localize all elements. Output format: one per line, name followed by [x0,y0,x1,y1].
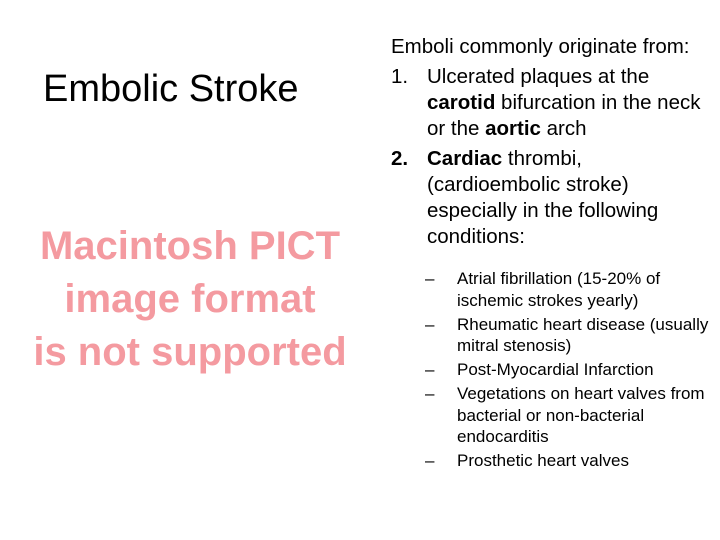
dash-bullet: – [425,451,435,470]
list-item [425,268,711,311]
list-item-text: Vegetations on heart valves from bacterial or non-bacterial endocarditis [457,384,705,446]
list-item-text: Rheumatic heart disease (usually mitral stenosis) [457,314,709,355]
list-item-text: Prosthetic heart valves [457,451,629,470]
item-number: 1. [391,65,409,88]
placeholder-line: image format [64,277,316,321]
slide-title: Embolic Stroke [43,68,299,111]
item-emphasis-carotid: carotid [427,91,496,114]
dash-bullet: – [425,360,435,379]
list-item-text: Atrial fibrillation (15-20% of ischemic strokes yearly) [457,269,661,310]
conditions-list [425,268,711,472]
numbered-item-1 [391,64,711,142]
item-text: Ulcerated plaques at the [427,65,650,88]
dash-bullet: – [425,269,435,288]
placeholder-line: Macintosh PICT [39,224,341,268]
unsupported-image-placeholder [0,220,380,379]
list-item-text: Post-Myocardial Infarction [457,360,654,379]
item-text: bifurcation in the neck or the [427,91,701,140]
placeholder-line: is not supported [33,330,347,374]
list-item [425,383,711,448]
item-text: thrombi, (cardioembolic stroke) especially in the following conditions: [427,147,659,248]
item-emphasis-aortic: aortic [485,117,541,140]
intro-text: Emboli commonly originate from: [391,35,690,58]
dash-bullet: – [425,384,435,403]
item-emphasis-cardiac: Cardiac [427,147,503,170]
dash-bullet: – [425,314,435,334]
bullet-content [391,34,711,474]
list-item [425,359,711,381]
list-item [425,314,711,357]
item-number: 2. [391,147,409,170]
numbered-item-2 [391,146,711,250]
item-text: arch [540,117,587,140]
list-item [425,450,711,472]
